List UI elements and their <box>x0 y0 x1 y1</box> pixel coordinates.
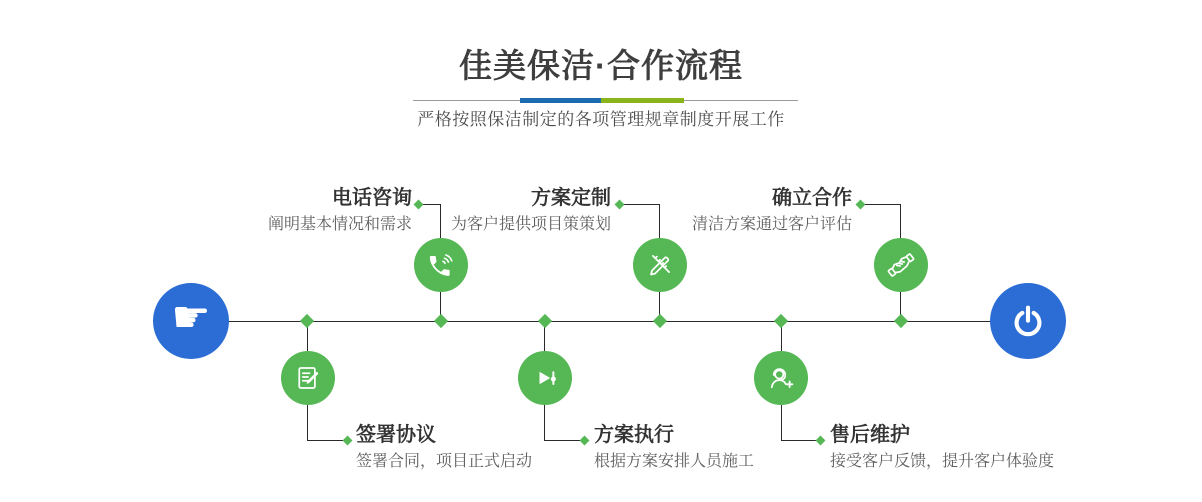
diamond-marker <box>774 314 788 328</box>
step-label <box>356 423 532 473</box>
step-title: 确立合作 <box>772 187 852 209</box>
diamond-marker <box>538 314 552 328</box>
title-divider-accent-blue <box>520 98 601 103</box>
step-title: 售后维护 <box>830 424 910 446</box>
pointing-hand-icon: ☛ <box>171 292 211 343</box>
diamond-marker <box>653 314 667 328</box>
step-label <box>268 186 412 236</box>
end-node <box>990 283 1066 359</box>
diamond-marker <box>615 200 625 210</box>
step-node <box>754 351 808 405</box>
step-desc: 接受客户反馈，提升客户体验度 <box>830 453 1055 470</box>
diamond-marker <box>580 436 590 446</box>
connector-line <box>623 204 660 205</box>
step-title: 电话咨询 <box>332 187 412 209</box>
step-node <box>874 238 928 292</box>
diamond-marker <box>343 436 353 446</box>
connector-line <box>544 405 545 441</box>
step-label <box>830 423 1054 473</box>
diamond-marker <box>414 200 424 210</box>
connector-line <box>440 204 441 238</box>
process-timeline <box>228 321 991 322</box>
headset-icon <box>766 363 796 393</box>
connector-line <box>544 440 581 441</box>
power-icon <box>1009 302 1047 340</box>
contract-icon <box>293 363 323 393</box>
step-node <box>633 238 687 292</box>
connector-line <box>307 405 308 441</box>
connector-line <box>781 405 782 441</box>
step-desc: 根据方案安排人员施工 <box>594 453 755 470</box>
connector-line <box>900 204 901 238</box>
diamond-marker <box>434 314 448 328</box>
step-node <box>281 351 335 405</box>
diamond-marker <box>300 314 314 328</box>
page-subtitle: 严格按照保洁制定的各项管理规章制度开展工作 <box>417 110 785 129</box>
diamond-marker <box>894 314 908 328</box>
connector-line <box>781 440 817 441</box>
step-title: 方案定制 <box>531 187 611 209</box>
step-title: 签署协议 <box>356 424 436 446</box>
step-label <box>594 423 754 473</box>
page-title: 佳美保洁·合作流程 <box>459 47 743 84</box>
play-icon <box>530 363 560 393</box>
connector-line <box>422 204 441 205</box>
connector-line <box>659 204 660 238</box>
diamond-marker <box>816 436 826 446</box>
step-node <box>518 351 572 405</box>
diamond-marker <box>856 200 866 210</box>
connector-line <box>864 204 901 205</box>
step-label <box>692 186 852 236</box>
handshake-icon <box>885 249 917 281</box>
start-node <box>153 283 229 359</box>
step-title: 方案执行 <box>594 424 674 446</box>
step-desc: 阐明基本情况和需求 <box>267 216 412 233</box>
step-desc: 签署合同，项目正式启动 <box>356 453 533 470</box>
step-node <box>414 238 468 292</box>
connector-line <box>307 440 344 441</box>
step-desc: 清洁方案通过客户评估 <box>691 216 852 233</box>
title-divider-accent-green <box>601 98 684 103</box>
step-desc: 为客户提供项目策策划 <box>450 216 611 233</box>
step-label <box>451 186 611 236</box>
design-icon <box>645 250 675 280</box>
phone-icon <box>426 250 456 280</box>
